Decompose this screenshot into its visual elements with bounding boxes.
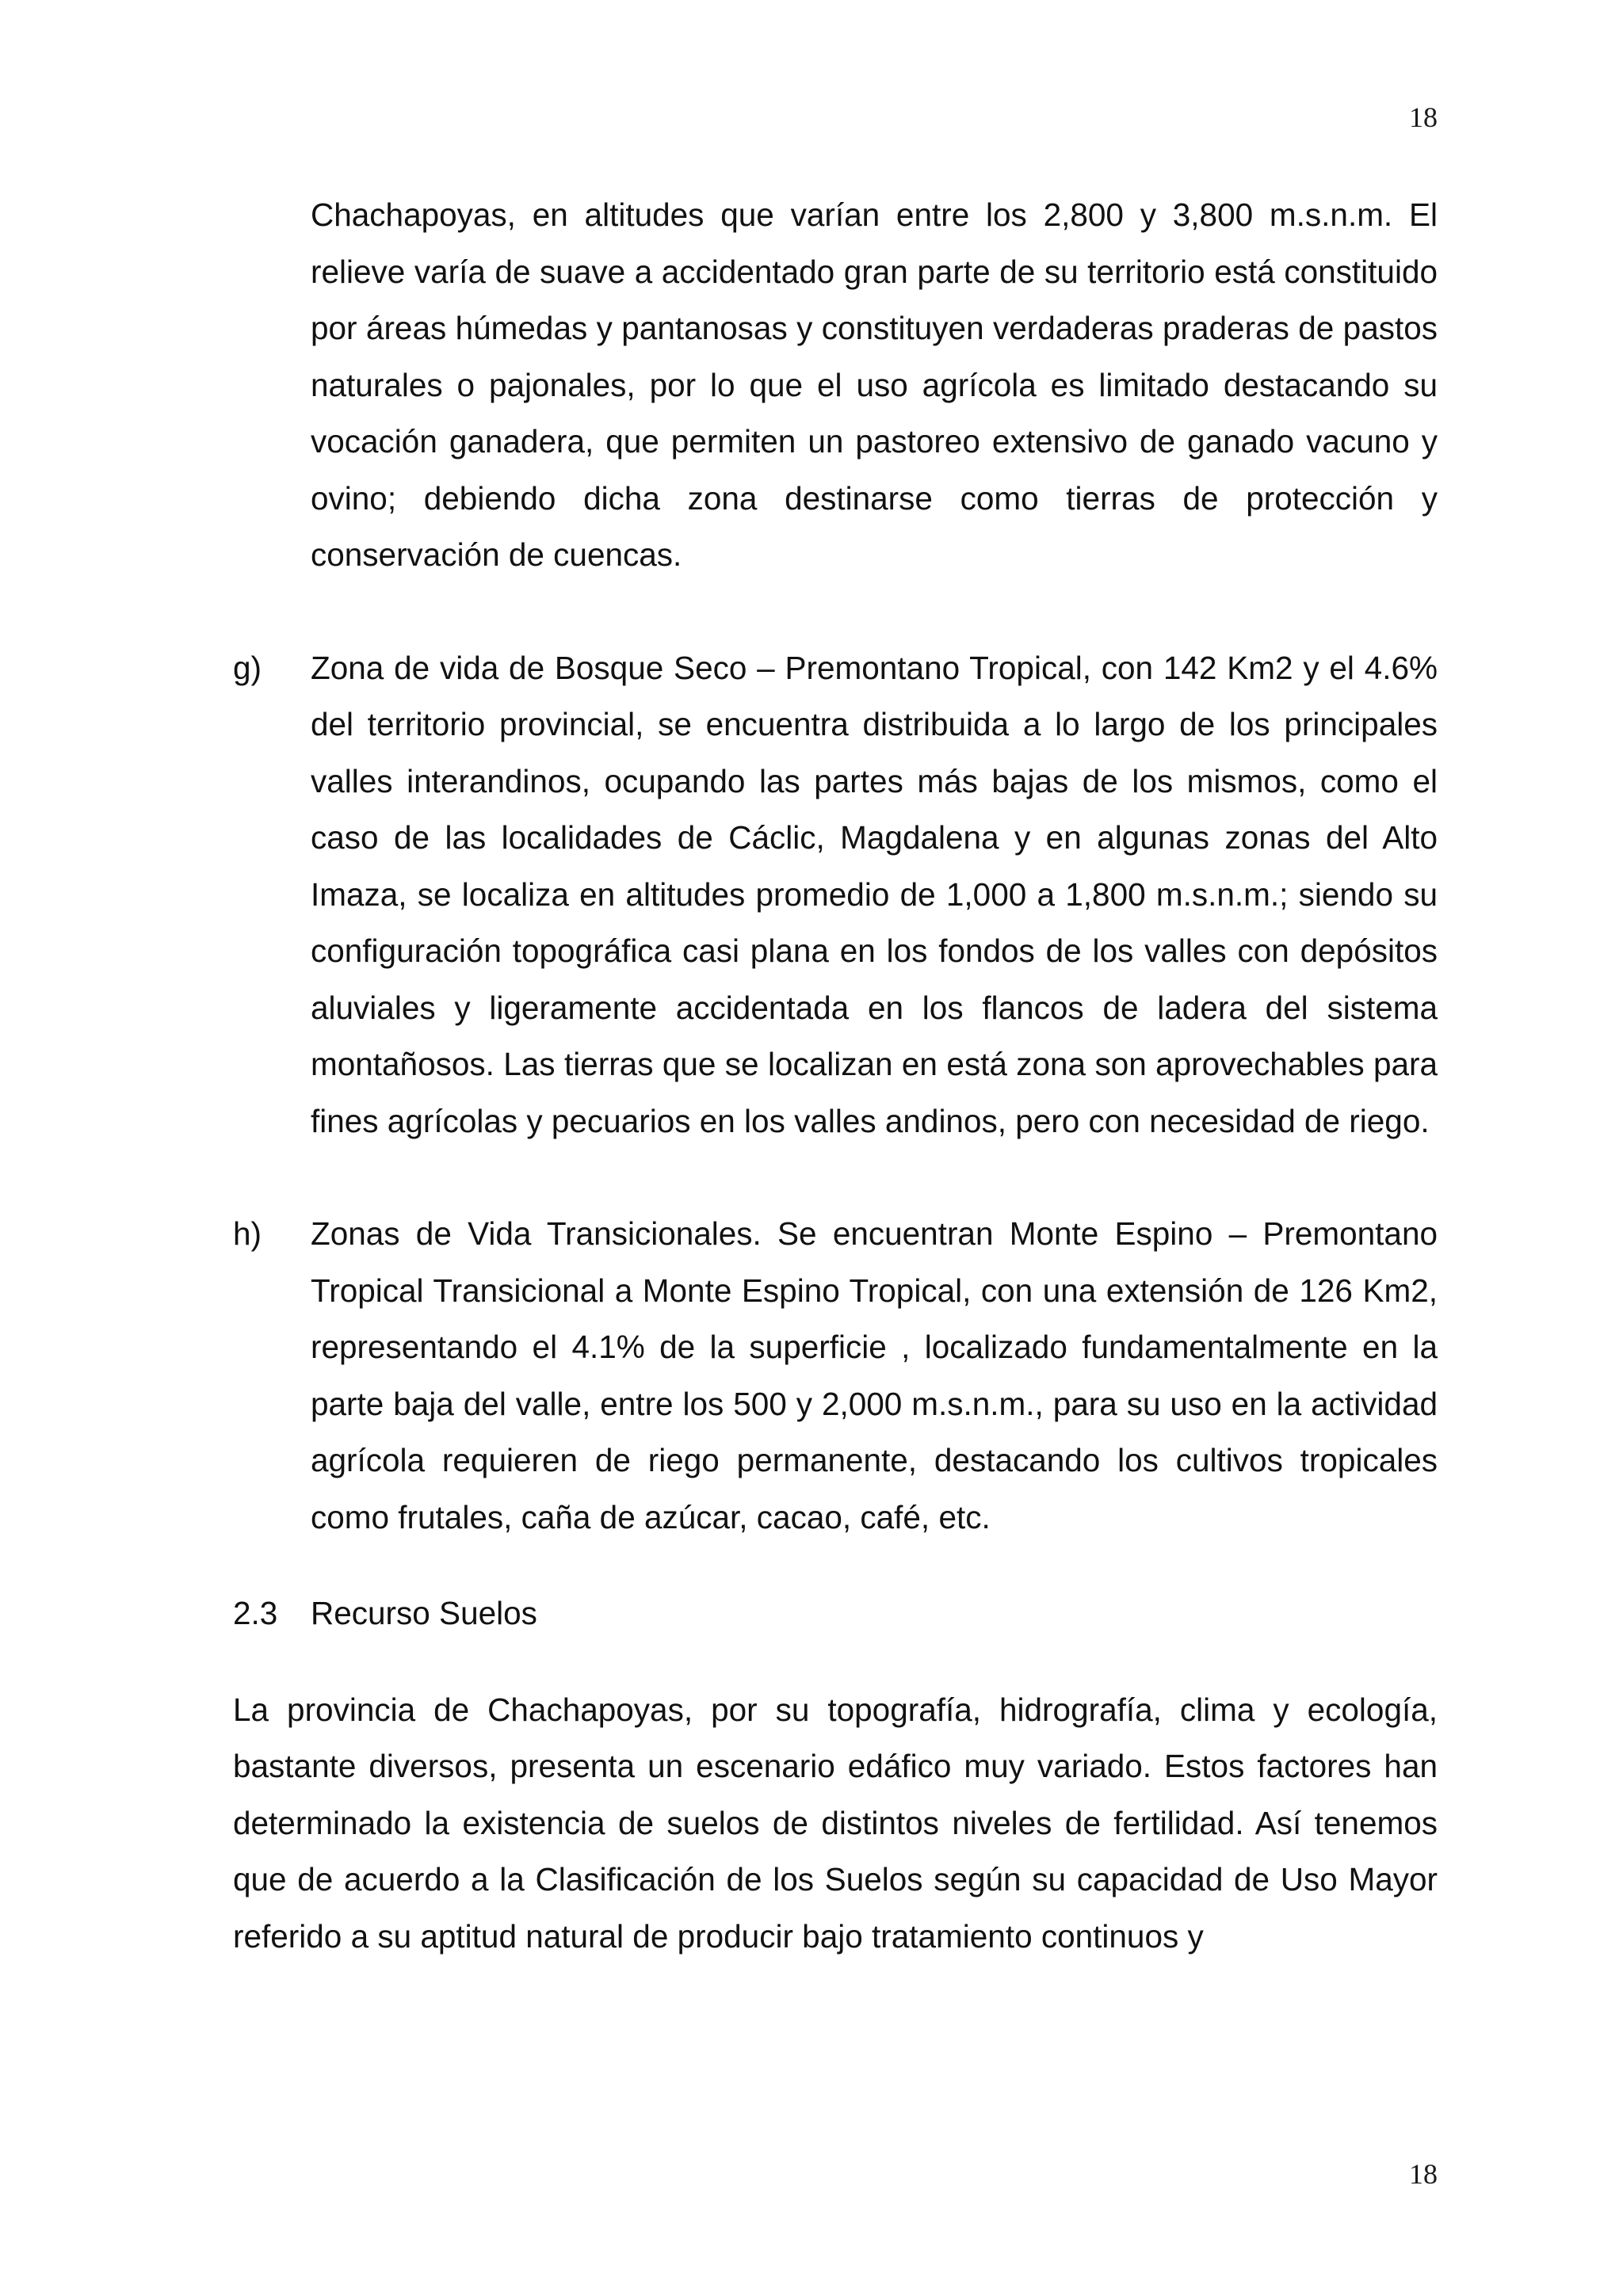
- spacer: [233, 1546, 1438, 1585]
- list-item-label: h): [233, 1215, 262, 1252]
- section-paragraph: La provincia de Chachapoyas, por su topografía, hidrografía, clima y ecología, bastante diversos, presenta un escenario edáfico muy variado. Estos factores han determinado la existencia de suelos de distintos niveles de fertilidad. Así tenemos que de acuerdo a la Clasificación de los Suelos según su capacidad de Uso Mayor referido a su aptitud natural de producir bajo tratamiento continuos y: [233, 1691, 1438, 1955]
- list-item-label: g): [233, 649, 262, 686]
- spacer: [233, 1642, 1438, 1682]
- list-item-g: [233, 640, 1438, 1150]
- section-title: Recurso Suelos: [311, 1595, 537, 1631]
- page-number-top: 18: [1409, 101, 1438, 133]
- document-body: [233, 187, 1438, 1965]
- section-heading: [233, 1585, 1438, 1642]
- continuation-paragraph: Chachapoyas, en altitudes que varían entre los 2,800 y 3,800 m.s.n.m. El relieve varía de suave a accidentado gran parte de su territorio está constituido por áreas húmedas y pantanosas y constituyen verdaderas praderas de pastos naturales o pajonales, por lo que el uso agrícola es limitado destacando su vocación ganadera, que permiten un pastoreo extensivo de ganado vacuno y ovino; debiendo dicha zona destinarse como tierras de protección y conservación de cuencas.: [311, 196, 1438, 573]
- list-item-text: Zona de vida de Bosque Seco – Premontano Tropical, con 142 Km2 y el 4.6% del territorio provincial, se encuentra distribuida a lo largo de los principales valles interandinos, ocupando las partes más bajas de los mismos, como el caso de las localidades de Cáclic, Magdalena y en algunas zonas del Alto Imaza, se localiza en altitudes promedio de 1,000 a 1,800 m.s.n.m.; siendo su configuración topográfica casi plana en los fondos de los valles con depósitos aluviales y ligeramente accidentada en los flancos de ladera del sistema montañosos. Las tierras que se localizan en está zona son aprovechables para fines agrícolas y pecuarios en los valles andinos, pero con necesidad de riego.: [311, 649, 1438, 1139]
- list-item-text: Zonas de Vida Transicionales. Se encuentran Monte Espino – Premontano Tropical Transicional a Monte Espino Tropical, con una extensión de 126 Km2, representando el 4.1% de la superficie , localizado fundamentalmente en la parte baja del valle, entre los 500 y 2,000 m.s.n.m., para su uso en la actividad agrícola requieren de riego permanente, destacando los cultivos tropicales como frutales, caña de azúcar, cacao, café, etc.: [311, 1215, 1438, 1535]
- list-item-h: [233, 1206, 1438, 1546]
- spacer: [233, 584, 1438, 640]
- page-number-bottom: 18: [1409, 2158, 1438, 2190]
- section-number: 2.3: [233, 1595, 278, 1631]
- spacer: [233, 1150, 1438, 1206]
